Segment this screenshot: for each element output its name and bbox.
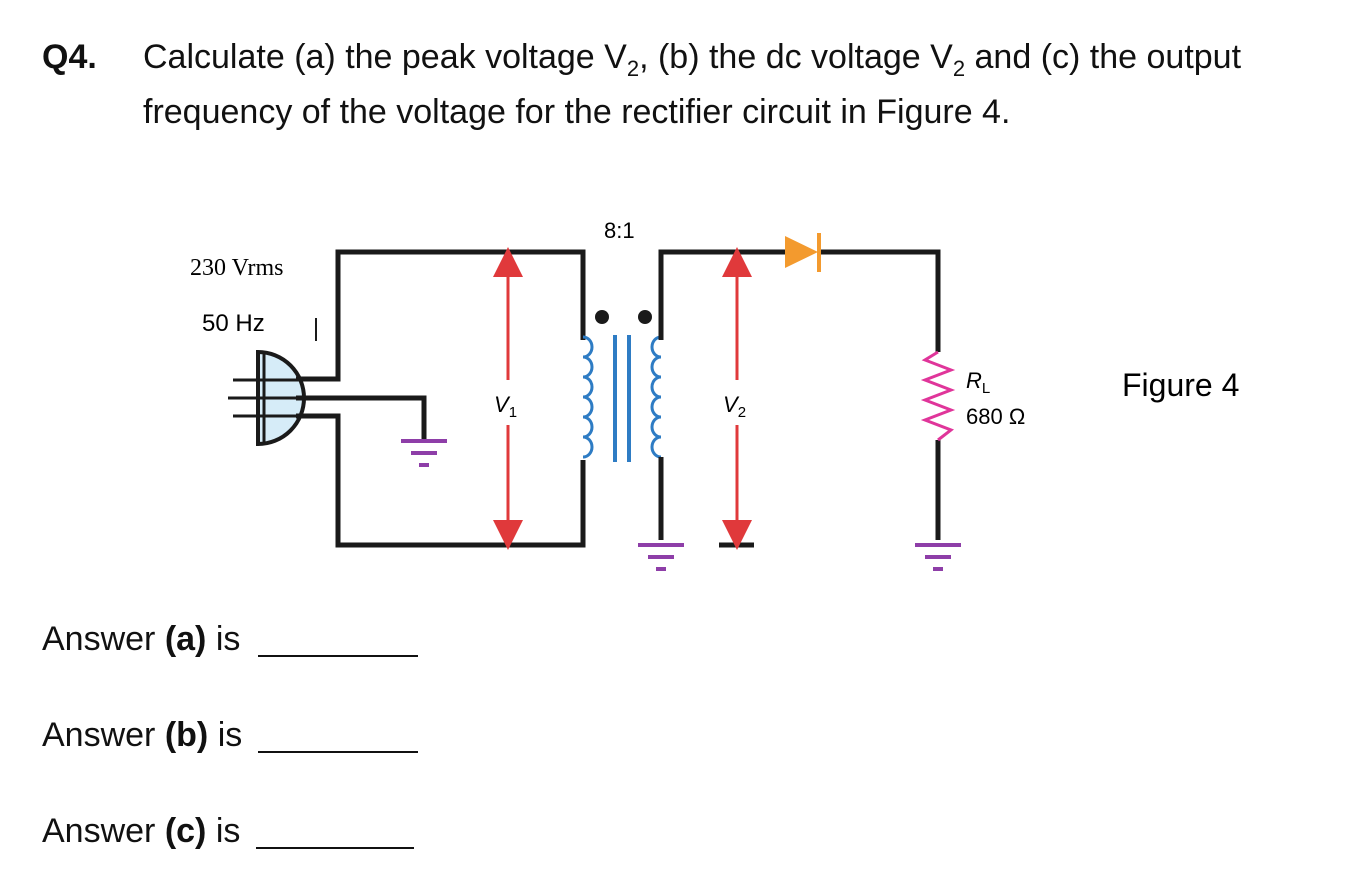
answer-b-blank[interactable] [258,751,418,753]
answer-c-blank[interactable] [256,847,414,849]
primary-ground-icon [401,441,447,465]
answer-a-blank[interactable] [258,655,418,657]
primary-coil [583,337,592,457]
question-text-part-a: Calculate (a) the peak voltage V [143,38,627,76]
question-text-part-b: , (b) the dc voltage V [639,38,953,76]
load-ground-icon [915,545,961,569]
primary-wires [296,252,583,545]
v2-subscript-2: 2 [952,55,966,81]
v2-subscript-1: 2 [626,55,640,81]
primary-dot [595,310,609,324]
source-frequency-label: 50 Hz [202,310,265,337]
figure-caption: Figure 4 [1122,367,1240,403]
answer-c: Answer (c) is [42,812,241,850]
rl-label: $R_L$ [966,368,991,397]
source-voltage-label: 230 Vrms [190,255,284,281]
secondary-ground-icon [638,545,684,569]
answer-a: Answer (a) is [42,620,241,658]
question-text-part-c: and (c) the output [965,38,1242,76]
turns-ratio-label: 8:1 [604,218,635,243]
answer-b: Answer (b) is [42,716,243,754]
secondary-dot [638,310,652,324]
secondary-coil [652,337,661,457]
resistor-icon [925,352,951,440]
v2-label: $V_2$ [723,392,747,421]
secondary-wires [661,252,938,545]
plug-icon [228,352,304,444]
rl-value: 680 Ω [966,404,1026,429]
question-line-2: frequency of the voltage for the rectifier circuit in Figure 4. [143,93,1011,131]
diode-icon [785,233,819,272]
v1-label: $V_1$ [494,392,518,421]
question-number: Q4. [42,38,97,76]
